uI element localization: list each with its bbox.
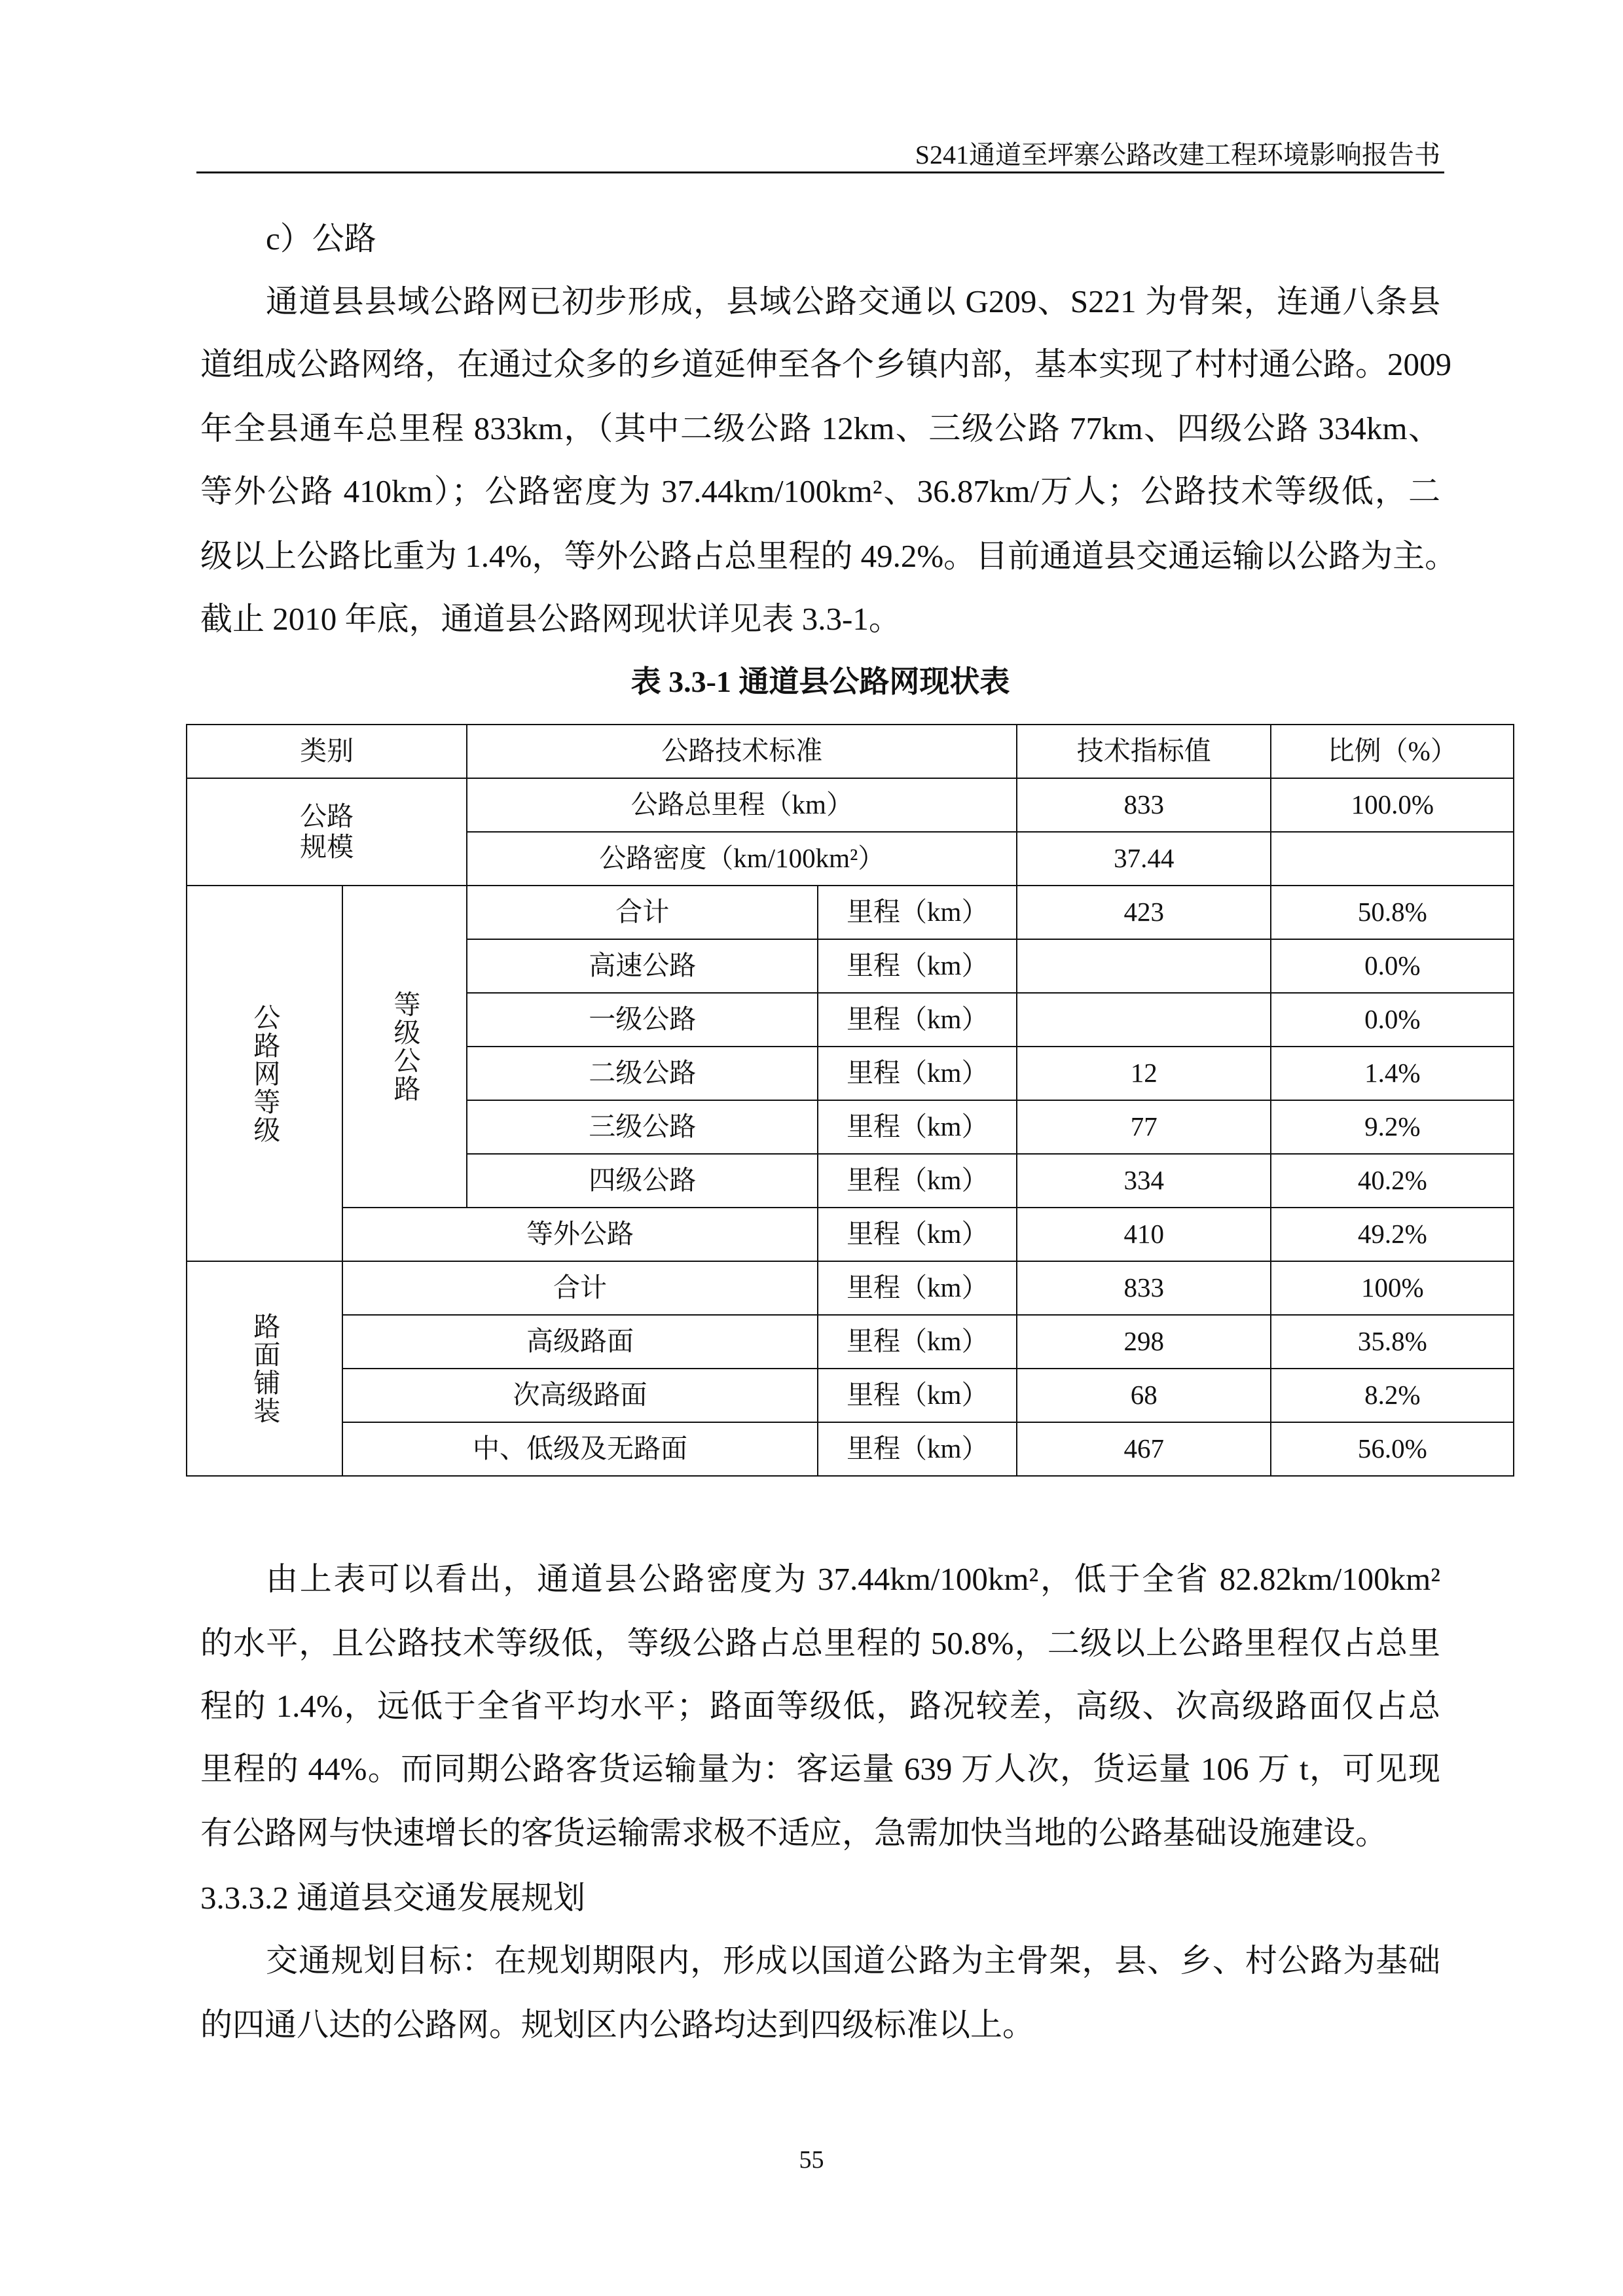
table-row [187,778,1514,832]
cell: 里程（km） [818,939,1017,993]
paragraph-line: 程的 1.4%，远低于全省平均水平；路面等级低，路况较差，高级、次高级路面仅占总 [200,1688,1440,1724]
cell: 里程（km） [818,1208,1017,1261]
cell: 410 [1017,1208,1271,1261]
cell [1017,939,1271,993]
cell: 49.2% [1271,1208,1514,1261]
table-row [187,1208,1514,1261]
cell: 77 [1017,1100,1271,1154]
cell: 467 [1017,1422,1271,1476]
cell: 334 [1017,1154,1271,1208]
cell: 公路总里程（km） [467,778,1017,832]
cell: 里程（km） [818,1047,1017,1100]
paragraph-line: 的水平，且公路技术等级低，等级公路占总里程的 50.8%，二级以上公路里程仅占总里 [200,1625,1440,1661]
paragraph-line: 由上表可以看出，通道县公路密度为 37.44km/100km²，低于全省 82.82km/100km² [266,1561,1440,1597]
table-title: 表 3.3-1 通道县公路网现状表 [630,665,1010,698]
cell: 次高级路面 [342,1369,818,1422]
cell: 里程（km） [818,1422,1017,1476]
table-row [187,1315,1514,1369]
cell: 中、低级及无路面 [342,1422,818,1476]
cell: 公路密度（km/100km²） [467,832,1017,886]
header-divider [196,171,1444,173]
table-row [187,1261,1514,1315]
cell: 合计 [467,886,818,939]
cell: 423 [1017,886,1271,939]
group-cell [187,1261,342,1476]
paragraph-line: 级以上公路比重为 1.4%，等外公路占总里程的 49.2%。目前通道县交通运输以公路为主。 [200,538,1457,574]
cell: 四级公路 [467,1154,818,1208]
cell: 298 [1017,1315,1271,1369]
group-label: 等级公路 [390,990,420,1103]
cell: 高级路面 [342,1315,818,1369]
paragraph-line: 的四通八达的公路网。规划区内公路均达到四级标准以上。 [200,2007,1035,2043]
cell: 100% [1271,1261,1514,1315]
cell: 里程（km） [818,1100,1017,1154]
cell: 8.2% [1271,1369,1514,1422]
cell: 里程（km） [818,993,1017,1047]
cell: 一级公路 [467,993,818,1047]
cell: 56.0% [1271,1422,1514,1476]
group-cell [342,886,467,1208]
cell: 37.44 [1017,832,1271,886]
cell [1017,993,1271,1047]
table-header-row [187,725,1514,778]
paragraph-line: 截止 2010 年底，通道县公路网现状详见表 3.3-1。 [200,601,901,637]
cell: 12 [1017,1047,1271,1100]
paragraph-line: 年全县通车总里程 833km，（其中二级公路 12km、三级公路 77km、四级公路 334km、 [200,410,1440,446]
cell: 三级公路 [467,1100,818,1154]
cell: 等外公路 [342,1208,818,1261]
cell: 0.0% [1271,939,1514,993]
group-label: 公路网等级 [249,1003,280,1144]
cell: 9.2% [1271,1100,1514,1154]
cell: 里程（km） [818,1369,1017,1422]
header-cell: 比例（%） [1271,725,1514,778]
section-heading: c）公路 [266,221,376,257]
cell: 里程（km） [818,1261,1017,1315]
paragraph-line: 等外公路 410km）；公路密度为 37.44km/100km²、36.87km/万人；公路技术等级低，二 [200,473,1440,509]
paragraph-line: 通道县县域公路网已初步形成，县域公路交通以 G209、S221 为骨架，连通八条县 [266,283,1440,319]
header-cell: 公路技术标准 [467,725,1017,778]
header-cell: 技术指标值 [1017,725,1271,778]
paragraph-line: 有公路网与快速增长的客货运输需求极不适应，急需加快当地的公路基础设施建设。 [200,1815,1388,1851]
cell: 0.0% [1271,993,1514,1047]
cell: 40.2% [1271,1154,1514,1208]
cell [1271,832,1514,886]
cell: 里程（km） [818,1315,1017,1369]
section-heading: 3.3.3.2 通道县交通发展规划 [200,1880,586,1916]
cell: 二级公路 [467,1047,818,1100]
table-row [187,886,1514,939]
group-cell [187,778,467,886]
cell: 1.4% [1271,1047,1514,1100]
cell: 高速公路 [467,939,818,993]
group-label: 路面铺装 [249,1312,280,1425]
table-row [187,1369,1514,1422]
header-cell: 类别 [187,725,467,778]
paragraph-line: 交通规划目标：在规划期限内，形成以国道公路为主骨架，县、乡、村公路为基础 [266,1943,1440,1979]
road-network-table [186,724,1514,1477]
cell: 833 [1017,778,1271,832]
paragraph-line: 道组成公路网络，在通过众多的乡道延伸至各个乡镇内部，基本实现了村村通公路。2009 [200,346,1452,382]
cell: 里程（km） [818,886,1017,939]
page-number: 55 [799,2146,824,2174]
cell: 833 [1017,1261,1271,1315]
cell: 68 [1017,1369,1271,1422]
paragraph-line: 里程的 44%。而同期公路客货运输量为：客运量 639 万人次，货运量 106 万 t，可见现 [200,1751,1440,1787]
cell: 里程（km） [818,1154,1017,1208]
table-row [187,1422,1514,1476]
cell: 合计 [342,1261,818,1315]
group-cell [187,886,342,1261]
cell: 50.8% [1271,886,1514,939]
cell: 35.8% [1271,1315,1514,1369]
running-header: S241通道至坪寨公路改建工程环境影响报告书 [915,140,1440,170]
group-label: 公路规模 [300,800,354,862]
cell: 100.0% [1271,778,1514,832]
